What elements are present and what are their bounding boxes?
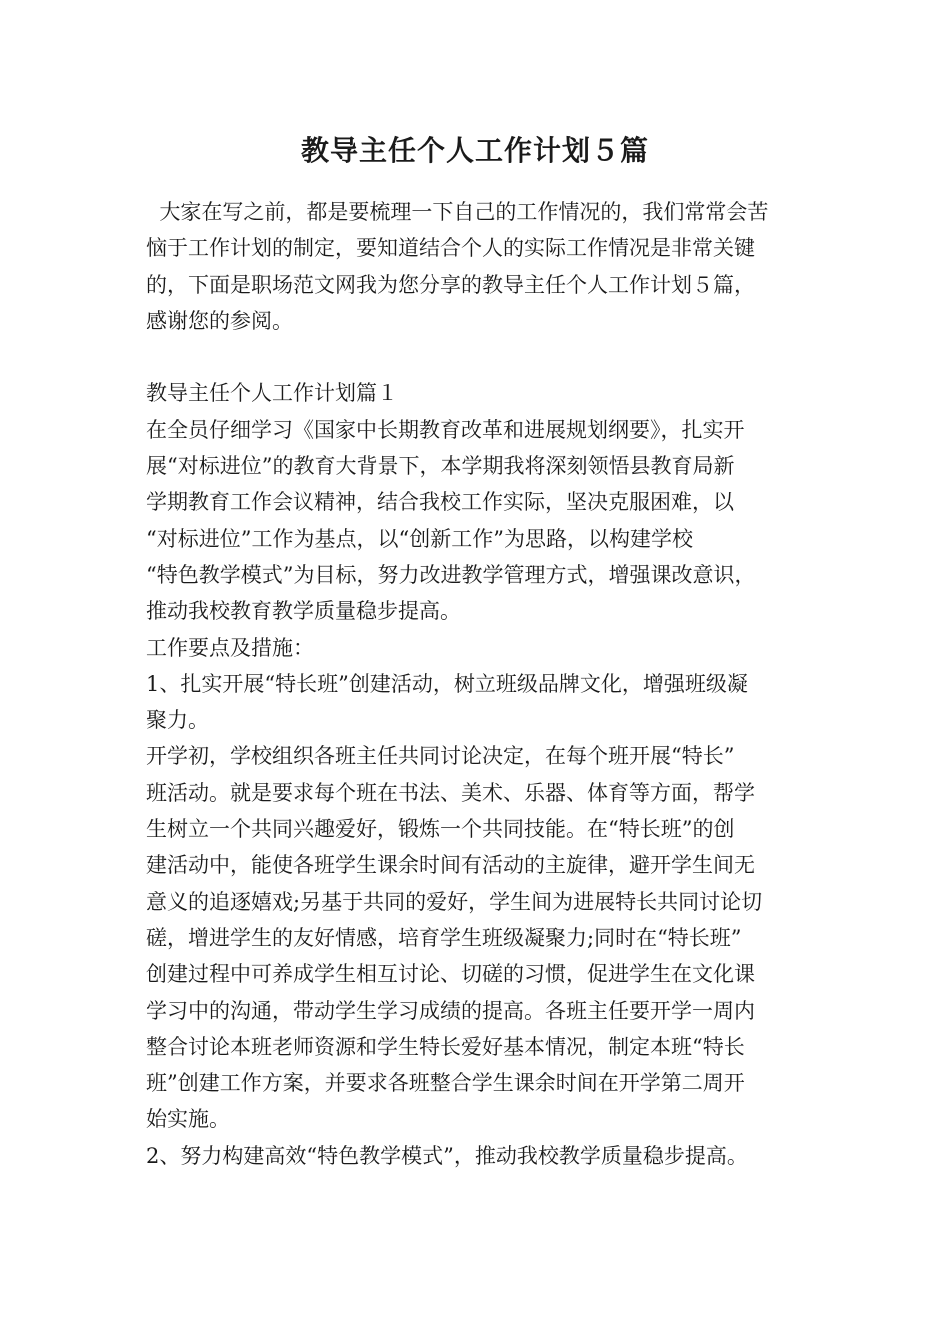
body-line: 建活动中，能使各班学生课余时间有活动的主旋律，避开学生间无 <box>146 853 755 878</box>
body-line: 展“对标进位”的教育大背景下，本学期我将深刻领悟县教育局新 <box>146 454 735 479</box>
intro-line: 恼于工作计划的制定，要知道结合个人的实际工作情况是非常关键 <box>146 236 755 261</box>
body-line: 班活动。就是要求每个班在书法、美术、乐器、体育等方面，帮学 <box>146 780 755 805</box>
list-item-line: 2、努力构建高效“特色教学模式”，推动我校教学质量稳步提高。 <box>146 1143 748 1168</box>
intro-paragraph <box>146 194 826 339</box>
intro-line: 的，下面是职场范文网我为您分享的教导主任个人工作计划５篇， <box>146 272 755 297</box>
body-line: 学期教育工作会议精神，结合我校工作实际，坚决克服困难，以 <box>146 490 734 515</box>
body-line: 意义的追逐嬉戏;另基于共同的爱好，学生间为进展特长共同讨论切 <box>146 889 763 914</box>
subheading-line: 工作要点及措施： <box>146 635 314 660</box>
section-body <box>146 412 826 1174</box>
body-line: 生树立一个共同兴趣爱好，锻炼一个共同技能。在“特长班”的创 <box>146 817 735 842</box>
body-line: 开学初，学校组织各班主任共同讨论决定，在每个班开展“特长” <box>146 744 735 769</box>
body-line: 磋，增进学生的友好情感，培育学生班级凝聚力;同时在“特长班” <box>146 925 742 950</box>
body-line: 班”创建工作方案，并要求各班整合学生课余时间在开学第二周开 <box>146 1071 745 1096</box>
body-line: 推动我校教育教学质量稳步提高。 <box>146 599 461 624</box>
document-content <box>146 194 826 1174</box>
intro-line: 感谢您的参阅。 <box>146 308 293 333</box>
list-item-line: 1、扎实开展“特长班”创建活动，树立班级品牌文化，增强班级凝 <box>146 671 748 696</box>
body-line: 在全员仔细学习《国家中长期教育改革和进展规划纲要》，扎实开 <box>146 417 745 442</box>
body-line: 始实施。 <box>146 1107 230 1132</box>
section-heading: 教导主任个人工作计划篇１ <box>146 381 398 406</box>
body-line: 整合讨论本班老师资源和学生特长爱好基本情况，制定本班“特长 <box>146 1034 745 1059</box>
body-line: “对标进位”工作为基点，以“创新工作”为思路，以构建学校 <box>146 526 693 551</box>
list-item-line: 聚力。 <box>146 708 209 733</box>
body-line: “特色教学模式”为目标，努力改进教学管理方式，增强课改意识， <box>146 562 756 587</box>
paragraph-gap <box>146 339 826 375</box>
body-line: 创建过程中可养成学生相互讨论、切磋的习惯，促进学生在文化课 <box>146 962 755 987</box>
intro-line: 大家在写之前，都是要梳理一下自己的工作情况的，我们常常会苦 <box>146 200 769 224</box>
document-title: 教导主任个人工作计划５篇 <box>300 134 649 167</box>
body-line: 学习中的沟通，带动学生学习成绩的提高。各班主任要开学一周内 <box>146 998 755 1023</box>
